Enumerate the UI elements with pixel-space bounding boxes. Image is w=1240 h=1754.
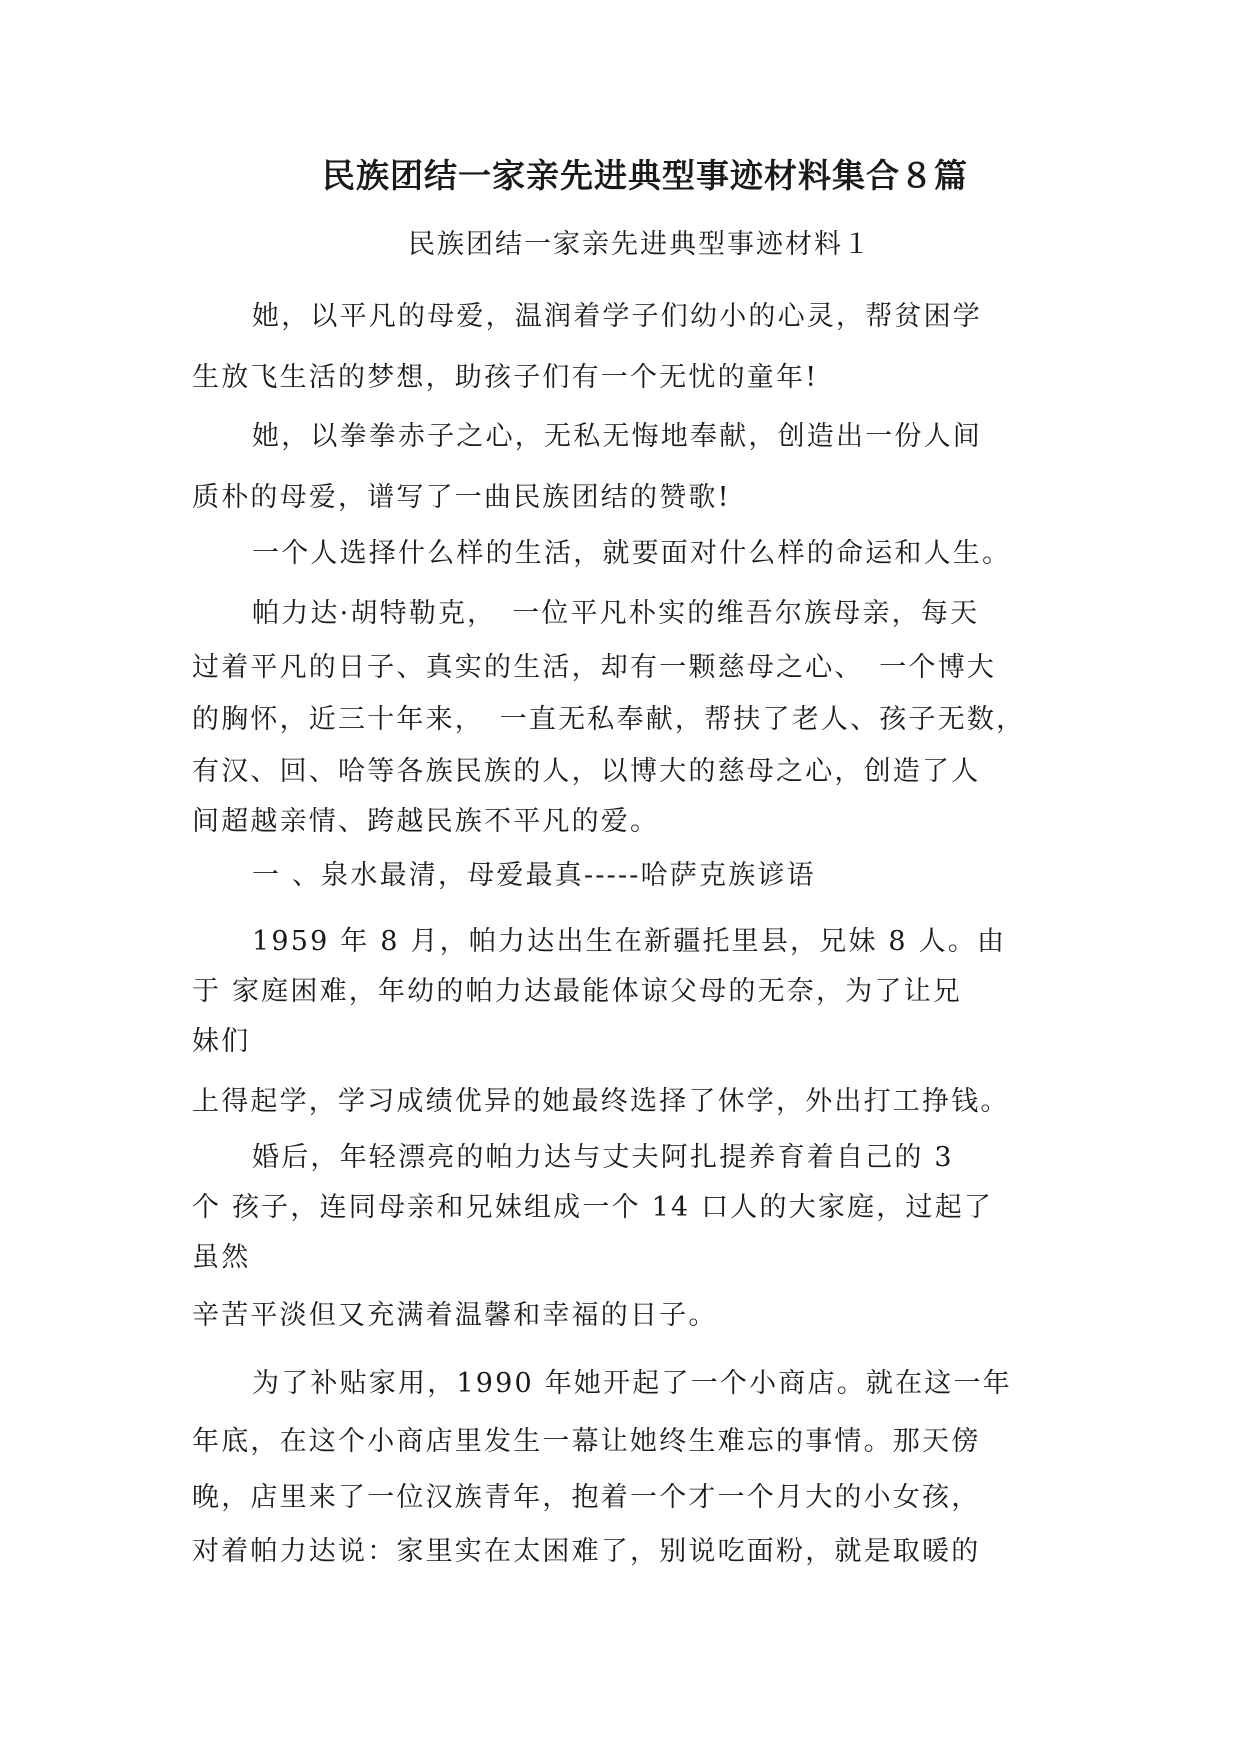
text-line: 她，以平凡的母爱，温润着学子们幼小的心灵，帮贫困学	[252, 301, 982, 332]
text-line: 1959 年 8 月，帕力达出生在新疆托里县，兄妹 8 人。由	[252, 926, 1007, 957]
text-line: 虽然	[192, 1242, 251, 1273]
text-line: 年底，在这个小商店里发生一幕让她终生难忘的事情。那天傍	[192, 1426, 981, 1457]
text-line: 质朴的母爱，谱写了一曲民族团结的赞歌!	[192, 482, 731, 513]
text-line: 于 家庭困难，年幼的帕力达最能体谅父母的无奈，为了让兄	[192, 976, 962, 1007]
text-line: 生放飞生活的梦想，助孩子们有一个无忧的童年!	[192, 362, 819, 393]
text-line: 上得起学，学习成绩优异的她最终选择了休学，外出打工挣钱。	[192, 1086, 1010, 1117]
text-line: 她，以拳拳赤子之心，无私无悔地奉献，创造出一份人间	[252, 421, 982, 452]
text-line: 辛苦平淡但又充满着温馨和幸福的日子。	[192, 1300, 718, 1331]
text-line: 个 孩子，连同母亲和兄妹组成一个 14 口人的大家庭，过起了	[192, 1192, 994, 1223]
text-line: 妹们	[192, 1026, 251, 1057]
page-title: 民族团结一家亲先进典型事迹材料集合８篇	[322, 156, 968, 195]
text-line: 帕力达·胡特勒克， 一位平凡朴实的维吾尔族母亲，每天	[252, 598, 980, 629]
text-line: 一个人选择什么样的生活，就要面对什么样的命运和人生。	[252, 538, 1012, 569]
text-line: 对着帕力达说：家里实在太困难了，别说吃面粉，就是取暖的	[192, 1536, 981, 1567]
text-line: 晚，店里来了一位汉族青年，抱着一个才一个月大的小女孩，	[192, 1482, 981, 1513]
text-line: 为了补贴家用，1990 年她开起了一个小商店。就在这一年	[252, 1368, 1012, 1399]
text-line: 婚后，年轻漂亮的帕力达与丈夫阿扎提养育着自己的 3	[252, 1142, 954, 1173]
section-title: 民族团结一家亲先进典型事迹材料１	[408, 229, 872, 260]
text-line: 过着平凡的日子、真实的生活，却有一颗慈母之心、 一个博大	[192, 652, 997, 683]
text-line: 的胸怀，近三十年来， 一直无私奉献，帮扶了老人、孩子无数，	[192, 704, 1026, 735]
text-line: 有汉、回、哈等各族民族的人，以博大的慈母之心，创造了人	[192, 756, 981, 787]
text-line: 间超越亲情、跨越民族不平凡的爱。	[192, 806, 660, 837]
text-line: 一 、泉水最清，母爱最真-----哈萨克族谚语	[252, 860, 816, 891]
